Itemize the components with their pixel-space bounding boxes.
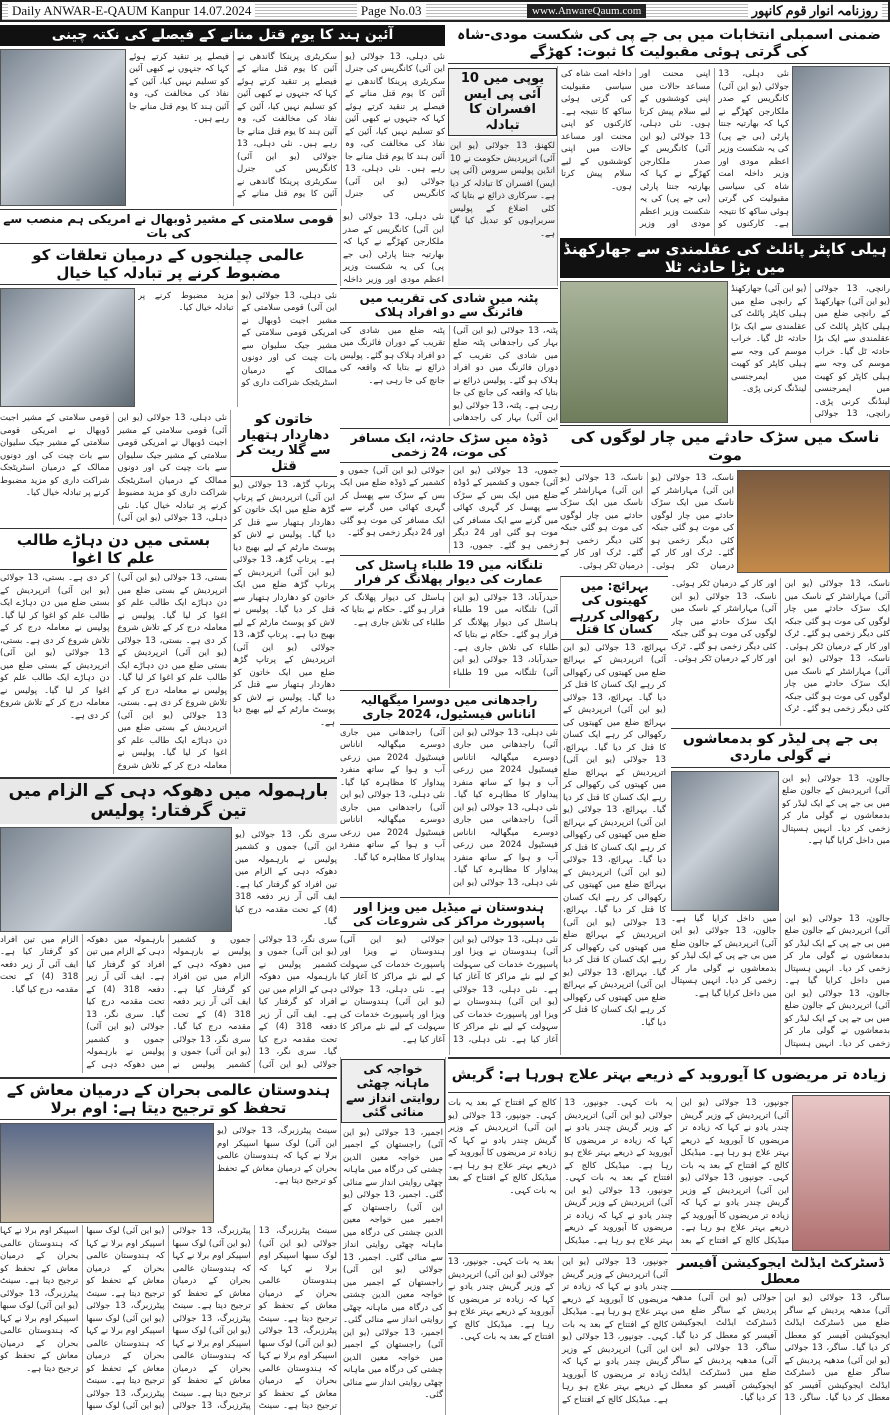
article-body: لکھنؤ، 13 جولائی (یو این آئی) اترپردیش حکومت نے 10 انڈین پولیس سروس (آئی پی ایس) افسران کا تبادلہ کر دیا ہے۔ سرکاری ذرائع نے بتایا کہ کئی اضلاع کے پولیس سربراہوں کو تبدیل کیا گیا ہے۔ (448, 138, 557, 286)
photo-helicopter (560, 281, 728, 423)
article-body: حیدرآباد، 13 جولائی (یو این آئی) تلنگانہ میں 19 طلباء ہاسٹل کی دیوار پھلانگ کر فرار ہو گئے۔ حکام نے بتایا کہ طلباء کی تلاش جاری ہے۔ حیدرآباد، 13 جولائی (یو این آئی) تلنگانہ میں 19 طلباء ہاسٹل کی دیوار پھلانگ کر فرار ہو گئے۔ حکام نے بتایا کہ طلباء کی تلاش جاری ہے۔ (340, 592, 558, 678)
photo-truck-accident (737, 470, 890, 573)
article-body: پٹنہ، 13 جولائی (یو این آئی) بہار کی راجدھانی پٹنہ ضلع میں شادی کی تقریب کے دوران فائرنگ میں دو افراد ہلاک ہو گئے۔ پولیس ذرائع نے بتایا کہ واقعہ کی جانچ کی جا رہی ہے۔ پٹنہ، 13 جولائی (یو این آئی) بہار کی راجدھانی پٹنہ ضلع میں شادی کی تقریب کے دوران فائرنگ میں دو افراد ہلاک ہو گئے۔ پولیس ذرائع نے بتایا کہ واقعہ کی جانچ کی جا رہی ہے۔ (340, 325, 558, 424)
headline: آئین ہند کا یوم قتل منانے کے فیصلے کی نکتہ چینی (0, 25, 445, 46)
headline: زیادہ تر مریضوں کا آیوروید کے ذریعے بہتر علاج ہورہا ہے: گریش (451, 1067, 887, 1084)
photo-girish (792, 1095, 890, 1251)
article-basti-kidnap (0, 528, 227, 774)
photo-priyanka-gandhi (0, 49, 126, 206)
article-doda-accident (340, 428, 558, 553)
headline: ناسک میں سڑک حادثے میں چار لوگوں کی موت (560, 426, 890, 467)
article-ayurveda-headline (448, 1057, 890, 1093)
headline: بی جے پی لیڈر کو بدمعاشوں نے گولی ماردی (671, 729, 890, 768)
article-helicopter (560, 238, 890, 423)
article-body: اجمیر، 13 جولائی (یو این آئی) راجستھان کے اجمیر میں خواجہ معین الدین چشتی کی درگاہ میں ماہانہ چھٹی روایتی انداز سے منائی گئی۔ اجمیر، 13 جولائی (یو این آئی) راجستھان کے اجمیر میں خواجہ معین الدین چشتی کی درگاہ میں ماہانہ چھٹی روایتی انداز سے منائی گئی۔ اجمیر، 13 جولائی (یو این آئی) راجستھان کے اجمیر میں خواجہ معین الدین چشتی کی درگاہ میں ماہانہ چھٹی روایتی انداز سے منائی گئی۔ اجمیر، 13 جولائی (یو این آئی) راجستھان کے اجمیر میں خواجہ معین الدین چشتی کی درگاہ میں ماہانہ چھٹی روایتی انداز سے منائی گئی۔ (343, 1127, 444, 1401)
headline: ڈسٹرکٹ ایڈلٹ ایجوکیشن آفیسر معطل (671, 1254, 890, 1290)
article-kharge-continued (340, 209, 446, 286)
article-body: سری نگر، 13 جولائی (یو این آئی) جموں و کشمیر پولیس نے بارہمولہ میں دھوکہ دہی کے الزام میں تین افراد کو گرفتار کیا ہے۔ ایف آئی آر زیر دفعہ 318 (4) کے تحت مقدمہ درج کیا گیا۔ سری نگر، 13 جولائی (یو این آئی) جموں و کشمیر پولیس نے بارہمولہ میں دھوکہ دہی کے الزام میں تین افراد کو گرفتار کیا ہے۔ ایف آئی آر زیر دفعہ 318 (4) کے تحت مقدمہ درج کیا گیا۔ سری نگر، 13 جولائی (یو این آئی) جموں و کشمیر پولیس نے بارہمولہ میں دھوکہ دہی کے الزام میں تین افراد کو گرفتار کیا ہے۔ ایف آئی آر زیر دفعہ 318 (4) کے تحت مقدمہ درج کیا گیا۔ سری نگر، 13 جولائی (یو این آئی) جموں و کشمیر پولیس نے بارہمولہ میں دھوکہ دہی کے الزام میں تین افراد کو گرفتار کیا ہے۔ ایف آئی آر زیر دفعہ 318 (4) کے تحت مقدمہ درج کیا گیا۔ (0, 934, 337, 1070)
article-bahraich-farmer (560, 576, 668, 1055)
article-body: جالون، 13 جولائی (یو این آئی) اترپردیش کے جالون ضلع میں بی جے پی کے ایک لیڈر کو بدمعاشوں نے گولی مار کر زخمی کر دیا۔ انہیں ہسپتال میں داخل کرایا گیا ہے۔ جالون، 13 جولائی (یو این آئی) اترپردیش کے جالون ضلع میں بی جے پی کے ایک لیڈر کو بدمعاشوں نے گولی مار کر زخمی کر دیا۔ انہیں ہسپتال میں داخل کرایا گیا ہے۔ جالون، 13 جولائی (یو این آئی) اترپردیش کے جالون ضلع میں بی جے پی کے ایک لیڈر کو بدمعاشوں نے گولی مار کر زخمی کر دیا۔ انہیں ہسپتال میں داخل کرایا گیا ہے۔ (671, 913, 890, 1049)
subheadline: قومی سلامتی کے مشیر ڈوبھال نے امریکی ہم منصب سے کی بات (0, 210, 337, 244)
article-kharge-headline (448, 25, 890, 64)
article-nashik-continued (671, 576, 890, 726)
article-body: نئی دہلی، 13 جولائی (یو این آئی) قومی سلامتی کے مشیر اجیت ڈوبھال نے امریکی قومی سلامتی کے مشیر جیک سلیوان سے بات چیت کی اور دونوں ممالک کے درمیان اسٹریٹجک شراکت داری کو مزید مضبوط کرنے پر تبادلہ خیال کیا۔ نئی دہلی، 13 جولائی (یو این آئی) قومی سلامتی کے مشیر اجیت ڈوبھال نے امریکی قومی سلامتی کے مشیر جیک سلیوان سے بات چیت کی اور دونوں ممالک کے درمیان اسٹریٹجک شراکت داری کو مزید مضبوط کرنے پر تبادلہ خیال کیا۔ (0, 413, 227, 523)
article-body: نئی دہلی، 13 جولائی (یو این آئی) کانگریس کے صدر ملکارجن کھڑگے نے کہا کہ بھارتیہ جنتا پارٹی (بی جے پی) کی یہ شکست وزیر اعظم مودی اور وزیر داخلہ (343, 212, 445, 285)
headline: بہرائچ: میں کھیتوں کی رکھوالی کررہے کسان کا قتل (561, 577, 668, 640)
article-body: نئی دہلی، 13 جولائی (یو این آئی) قومی سلامتی کے مشیر اجیت ڈوبھال نے امریکی قومی سلامتی کے مشیر جیک سلیوان سے بات چیت کی اور دونوں ممالک کے درمیان اسٹریٹجک شراکت داری کو مزید مضبوط کرنے پر تبادلہ خیال کیا۔ (138, 290, 337, 389)
article-body: ناسک، 13 جولائی (یو این آئی) مہاراشٹر کے ناسک میں ایک سڑک حادثے میں چار لوگوں کی موت ہو گئی جبکہ کئی دیگر زخمی ہو گئے۔ ٹرک اور کار کے درمیان ٹکر ہوئی۔ ناسک، 13 جولائی (یو این آئی) مہاراشٹر کے ناسک میں ایک سڑک حادثے میں چار لوگوں کی موت ہو گئی جبکہ کئی دیگر زخمی ہو گئے۔ ٹرک اور کار کے درمیان ٹکر ہوئی۔ ناسک، 13 جولائی (یو این آئی) مہاراشٹر کے ناسک میں ایک سڑک حادثے میں چار لوگوں کی موت ہو گئی جبکہ کئی دیگر زخمی ہو گئے۔ ٹرک اور کار کے درمیان ٹکر ہوئی۔ (671, 579, 890, 714)
article-body: نئی دہلی، 13 جولائی (یو این آئی) راجدھانی میں جاری دوسرے میگھالیہ اناناس فیسٹیول 2024 میں زرعی آب و ہوا کے ساتھ منفرد پیداوار کا مظاہرہ کیا گیا۔ نئی دہلی، 13 جولائی (یو این آئی) راجدھانی میں جاری دوسرے میگھالیہ اناناس فیسٹیول 2024 میں زرعی آب و ہوا کے ساتھ منفرد پیداوار کا مظاہرہ کیا گیا۔ نئی دہلی، 13 جولائی (یو این آئی) راجدھانی میں جاری دوسرے میگھالیہ اناناس فیسٹیول 2024 میں زرعی آب و ہوا کے ساتھ منفرد پیداوار کا مظاہرہ کیا گیا۔ نئی دہلی، 13 جولائی (یو این آئی) راجدھانی میں جاری دوسرے میگھالیہ اناناس فیسٹیول 2024 میں زرعی آب و ہوا کے ساتھ منفرد پیداوار کا مظاہرہ کیا گیا۔ (340, 727, 558, 888)
headline: خاتون کو دھاردار ہتھیار سے گلا ریت کر قتل (231, 410, 337, 477)
headline: یوپی میں 10 آئی پی ایس افسران کا تبادلہ (448, 68, 557, 136)
article-kharge (561, 66, 890, 236)
article-body: ناسک، 13 جولائی (یو این آئی) مہاراشٹر کے ناسک میں ایک سڑک حادثے میں چار لوگوں کی موت ہو گئی جبکہ کئی دیگر زخمی ہو گئے۔ ٹرک اور کار کے درمیان ٹکر ہوئی۔ ناسک، 13 جولائی (یو این آئی) مہاراشٹر کے ناسک میں ایک سڑک حادثے میں چار لوگوں کی موت ہو گئی جبکہ کئی دیگر زخمی ہو گئے۔ ٹرک اور کار کے درمیان ٹکر ہوئی۔ (560, 473, 734, 571)
article-ayurveda (448, 1095, 890, 1251)
photo-kharge (792, 66, 890, 236)
article-patna-firing (340, 288, 558, 426)
article-body: ساگر، 13 جولائی (یو این آئی) مدھیہ پردیش کے ساگر ضلع میں ڈسٹرکٹ ایڈلٹ ایجوکیشن آفیسر کو معطل کر دیا گیا۔ ساگر، 13 جولائی (یو این آئی) مدھیہ پردیش کے ساگر ضلع میں ڈسٹرکٹ ایڈلٹ ایجوکیشن آفیسر کو معطل کر دیا گیا۔ ساگر، 13 جولائی (یو این آئی) مدھیہ پردیش کے ساگر ضلع میں ڈسٹرکٹ ایڈلٹ ایجوکیشن آفیسر کو معطل کر دیا گیا۔ ساگر، 13 جولائی (یو این آئی) مدھیہ پردیش کے ساگر ضلع میں ڈسٹرکٹ ایڈلٹ ایجوکیشن آفیسر کو معطل کر دیا گیا۔ (671, 1293, 890, 1404)
article-body: جالون، 13 جولائی (یو این آئی) اترپردیش کے جالون ضلع میں بی جے پی کے ایک لیڈر کو بدمعاشوں نے گولی مار کر زخمی کر دیا۔ انہیں ہسپتال میں داخل کرایا گیا ہے۔ (782, 773, 890, 847)
article-pineapple-festival (340, 690, 558, 895)
article-woman-murder (230, 410, 337, 774)
article-body: سینٹ پیٹرزبرگ، 13 جولائی (یو این آئی) لوک سبھا اسپیکر اوم برلا نے کہا کہ ہندوستان عالمی بحران کے درمیان معاش کے تحفظ کو ترجیح دیتا ہے۔ سینٹ پیٹرزبرگ، 13 جولائی (یو این آئی) لوک سبھا اسپیکر اوم برلا نے کہا کہ ہندوستان عالمی بحران کے درمیان معاش کے تحفظ کو ترجیح دیتا ہے۔ سینٹ پیٹرزبرگ، 13 جولائی (یو این آئی) لوک سبھا اسپیکر اوم برلا نے کہا کہ ہندوستان عالمی بحران کے درمیان معاش کے تحفظ کو ترجیح دیتا ہے۔ سینٹ پیٹرزبرگ، 13 جولائی (یو این آئی) لوک سبھا اسپیکر اوم برلا نے کہا کہ ہندوستان عالمی بحران کے درمیان معاش کے تحفظ کو ترجیح دیتا ہے۔ سینٹ پیٹرزبرگ، 13 جولائی (یو این آئی) لوک سبھا اسپیکر اوم برلا نے کہا کہ ہندوستان عالمی بحران کے درمیان معاش کے تحفظ کو ترجیح دیتا ہے۔ سینٹ پیٹرزبرگ، 13 جولائی (یو این آئی) لوک سبھا اسپیکر اوم برلا نے کہا کہ ہندوستان عالمی بحران کے درمیان معاش کے تحفظ کو ترجیح دیتا ہے۔ سینٹ پیٹرزبرگ، 13 جولائی (یو این آئی) لوک سبھا اسپیکر اوم برلا نے کہا کہ ہندوستان عالمی بحران کے درمیان معاش کے تحفظ کو ترجیح دیتا ہے۔ سینٹ پیٹرزبرگ، 13 جولائی (یو این آئی) لوک سبھا اسپیکر اوم برلا نے کہا کہ ہندوستان عالمی بحران کے درمیان معاش کے تحفظ کو ترجیح دیتا ہے۔ (0, 1226, 337, 1411)
article-body: جموں، 13 جولائی (یو این آئی) جموں و کشمیر کے ڈوڈہ ضلع میں ایک بس کے سڑک سے پھسل کر گہری کھائی میں گرنے سے ایک مسافر کی موت ہو گئی اور 24 دیگر زخمی ہو گئے۔ جموں، 13 جولائی (یو این آئی) جموں و کشمیر کے ڈوڈہ ضلع میں ایک بس کے سڑک سے پھسل کر گہری کھائی میں گرنے سے ایک مسافر کی موت ہو گئی اور 24 دیگر زخمی ہو گئے۔ (340, 465, 558, 551)
headline: ڈوڈہ میں سڑک حادثہ، ایک مسافر کی موت، 24 زخمی (340, 429, 558, 463)
article-doval (0, 209, 337, 407)
article-constitution (0, 25, 445, 206)
website-link[interactable]: www.AnwareQaum.com (527, 4, 646, 18)
article-doval-continued (0, 410, 227, 525)
photo-om-birla-conference (0, 1123, 214, 1223)
article-body: بہرائچ، 13 جولائی (یو این آئی) اترپردیش کے بہرائچ ضلع میں کھیتوں کی رکھوالی کر رہے ایک کسان کا قتل کر دیا گیا۔ بہرائچ، 13 جولائی (یو این آئی) اترپردیش کے بہرائچ ضلع میں کھیتوں کی رکھوالی کر رہے ایک کسان کا قتل کر دیا گیا۔ بہرائچ، 13 جولائی (یو این آئی) اترپردیش کے بہرائچ ضلع میں کھیتوں کی رکھوالی کر رہے ایک کسان کا قتل کر دیا گیا۔ بہرائچ، 13 جولائی (یو این آئی) اترپردیش کے بہرائچ ضلع میں کھیتوں کی رکھوالی کر رہے ایک کسان کا قتل کر دیا گیا۔ بہرائچ، 13 جولائی (یو این آئی) اترپردیش کے بہرائچ ضلع میں کھیتوں کی رکھوالی کر رہے ایک کسان کا قتل کر دیا گیا۔ بہرائچ، 13 جولائی (یو این آئی) اترپردیش کے بہرائچ ضلع میں کھیتوں کی رکھوالی کر رہے ایک کسان کا قتل کر دیا گیا۔ بہرائچ، 13 جولائی (یو این آئی) اترپردیش کے بہرائچ ضلع میں کھیتوں کی رکھوالی کر رہے ایک کسان کا قتل کر دیا گیا۔ (563, 642, 666, 1028)
article-body: سینٹ پیٹرزبرگ، 13 جولائی (یو این آئی) لوک سبھا اسپیکر اوم برلا نے کہا کہ ہندوستان عالمی بحران کے درمیان معاش کے تحفظ کو ترجیح دیتا ہے۔ (217, 1126, 337, 1186)
headline: عالمی چیلنجوں کے درمیان تعلقات کو مضبوط کرنے پر تبادلہ کیا خیال (0, 244, 337, 285)
newspaper-logo: روزنامہ انوار قوم کانپور (748, 3, 882, 19)
headline: بارہمولہ میں دھوکہ دہی کے الزام میں تین گرفتار: پولیس (0, 779, 337, 824)
headline: پٹنہ میں شادی کی تقریب میں فائرنگ سے دو افراد ہلاک (340, 289, 558, 323)
article-om-birla (0, 1077, 337, 1415)
article-telangana-students (340, 555, 558, 688)
photo-injured-leader (671, 771, 779, 911)
article-education-officer (671, 1253, 890, 1415)
article-ayurveda-continued (448, 1253, 668, 1415)
article-body: جونپور، 13 جولائی (یو این آئی) اترپردیش کے وزیر گریش چندر یادو نے کہا کہ زیادہ تر مریضوں کا آیوروید کے ذریعے بہتر علاج ہو رہا ہے۔ میڈیکل کالج کے افتتاح کے بعد یہ بات کہی۔ جونپور، 13 جولائی (یو این آئی) اترپردیش کے وزیر گریش چندر یادو نے کہا کہ زیادہ تر مریضوں کا آیوروید کے ذریعے بہتر علاج ہو رہا ہے۔ میڈیکل کالج کے افتتاح کے بعد یہ بات کہی۔ جونپور، 13 جولائی (یو این آئی) اترپردیش کے وزیر گریش چندر یادو نے کہا کہ زیادہ تر مریضوں کا آیوروید کے ذریعے بہتر علاج ہو رہا ہے۔ میڈیکل کالج کے افتتاح کے بعد یہ بات کہی۔ جونپور، 13 جولائی (یو این آئی) اترپردیش کے وزیر گریش چندر یادو نے کہا کہ زیادہ تر مریضوں کا آیوروید کے ذریعے بہتر علاج ہو رہا ہے۔ میڈیکل کالج کے افتتاح کے بعد یہ بات کہی۔ جونپور، 13 جولائی (یو این آئی) اترپردیش کے وزیر گریش چندر یادو نے کہا کہ زیادہ تر مریضوں کا آیوروید کے ذریعے بہتر علاج ہو رہا ہے۔ میڈیکل کالج کے افتتاح کے بعد یہ بات کہی۔ (448, 1098, 789, 1246)
headline: تلنگانہ میں 19 طلباء ہاسٹل کی عمارت کی دیوار پھلانگ کر فرار (340, 556, 558, 590)
article-body: نئی دہلی، 13 جولائی (یو این آئی) کانگریس کی جنرل سکریٹری پرینکا گاندھی نے آئین کا یوم قتل منانے کے فیصلے پر تنقید کرتے ہوئے کہا کہ جنہوں نے کبھی آئین کو تسلیم نہیں کیا، آئین کے نفاذ کی مخالفت کی، وہ آئین ہند کا یوم قتل منانے جا رہے ہیں۔ نئی دہلی، 13 جولائی (یو این آئی) کانگریس کی جنرل سکریٹری پرینکا گاندھی نے آئین کا یوم قتل منانے کے فیصلے پر تنقید کرتے ہوئے کہا کہ جنہوں نے کبھی آئین کو تسلیم نہیں کیا، آئین کے نفاذ کی مخالفت کی، وہ آئین ہند کا یوم قتل منانے جا رہے ہیں۔ نئی دہلی، 13 جولائی (یو این آئی) کانگریس کی جنرل سکریٹری پرینکا گاندھی نے آئین کا یوم قتل منانے کے فیصلے پر تنقید کرتے ہوئے کہا کہ جنہوں نے کبھی آئین کو تسلیم نہیں کیا، آئین کے نفاذ کی مخالفت کی، وہ آئین ہند کا یوم قتل منانے جا رہے ہیں۔ (129, 51, 445, 200)
article-baramulla (0, 777, 337, 1073)
article-body: جونپور، 13 جولائی (یو این آئی) اترپردیش کے وزیر گریش چندر یادو نے کہا کہ زیادہ تر مریضوں کا آیوروید کے ذریعے بہتر علاج ہو رہا ہے۔ میڈیکل کالج کے افتتاح کے بعد یہ بات کہی۔ جونپور، 13 جولائی (یو این آئی) اترپردیش کے وزیر گریش چندر یادو نے کہا کہ زیادہ تر مریضوں کا آیوروید کے ذریعے بہتر علاج ہو رہا ہے۔ میڈیکل کالج کے افتتاح کے بعد یہ بات کہی۔ جونپور، 13 جولائی (یو این آئی) اترپردیش کے وزیر گریش چندر یادو نے کہا کہ زیادہ تر مریضوں کا آیوروید کے ذریعے بہتر علاج ہو رہا ہے۔ میڈیکل کالج کے افتتاح کے بعد یہ بات کہی۔ (448, 1257, 668, 1405)
article-body: پرتاپ گڑھ، 13 جولائی (یو این آئی) اترپردیش کے پرتاپ گڑھ ضلع میں ایک خاتون کو دھاردار ہتھیار سے قتل کر دیا گیا۔ پولیس نے لاش کو پوسٹ مارٹم کے لیے بھیج دیا ہے۔ پرتاپ گڑھ، 13 جولائی (یو این آئی) اترپردیش کے پرتاپ گڑھ ضلع میں ایک خاتون کو دھاردار ہتھیار سے قتل کر دیا گیا۔ پولیس نے لاش کو پوسٹ مارٹم کے لیے بھیج دیا ہے۔ پرتاپ گڑھ، 13 جولائی (یو این آئی) اترپردیش کے پرتاپ گڑھ ضلع میں ایک خاتون کو دھاردار ہتھیار سے قتل کر دیا گیا۔ پولیس نے لاش کو پوسٹ مارٹم کے لیے بھیج دیا ہے۔ (233, 480, 335, 728)
headline: ہندوستان نے میڈیل میں ویزا اور پاسپورٹ مراکز کی شروعات کی (340, 898, 558, 932)
page-number: Page No.03 (357, 3, 426, 19)
article-ips-transfer (448, 66, 558, 286)
article-visa-centers (340, 897, 558, 1055)
article-body: نئی دہلی، 13 جولائی (یو این آئی) کانگریس کے صدر ملکارجن کھڑگے نے کہا کہ بھارتیہ جنتا پارٹی (بی جے پی) کی یہ شکست وزیر اعظم مودی اور وزیر داخلہ امت شاہ کی سیاسی مقبولیت کی گرتی ہوئی ساکھ کا نتیجہ ہے۔ کارکنوں کو اپنی محنت اور مساعد حالات میں اپنی کوششوں کے لیے سلام پیش کرتا ہوں۔ نئی دہلی، 13 جولائی (یو این آئی) کانگریس کے صدر ملکارجن کھڑگے نے کہا کہ بھارتیہ جنتا پارٹی (بی جے پی) کی یہ شکست وزیر اعظم مودی اور وزیر داخلہ امت شاہ کی سیاسی مقبولیت کی گرتی ہوئی ساکھ کا نتیجہ ہے۔ کارکنوں کو اپنی محنت اور مساعد حالات میں اپنی کوششوں کے لیے سلام پیش کرتا ہوں۔ (561, 69, 789, 229)
masthead-date: Daily ANWAR-E-QAUM Kanpur 14.07.2024 (8, 3, 255, 19)
masthead (0, 0, 890, 22)
article-bjp-leader-shot (671, 728, 890, 1055)
article-body: سری نگر، 13 جولائی (یو این آئی) جموں و کشمیر پولیس نے بارہمولہ میں دھوکہ دہی کے الزام میں تین افراد کو گرفتار کیا ہے۔ ایف آئی آر زیر دفعہ 318 (4) کے تحت مقدمہ درج کیا گیا۔ (235, 829, 337, 928)
photo-doval-sullivan (0, 288, 135, 407)
headline: ضمنی اسمبلی انتخابات میں بی جے پی کی شکست مودی-شاہ کی گرتی ہوئی مقبولیت کا ثبوت: کھڑگے (457, 27, 881, 60)
article-body: نئی دہلی، 13 جولائی (یو این آئی) ہندوستان نے ویزا اور پاسپورٹ خدمات کی سہولت کے لیے نئے مراکز کا آغاز کیا ہے۔ نئی دہلی، 13 جولائی (یو این آئی) ہندوستان نے ویزا اور پاسپورٹ خدمات کی سہولت کے لیے نئے مراکز کا آغاز کیا ہے۔ نئی دہلی، 13 جولائی (یو این آئی) ہندوستان نے ویزا اور پاسپورٹ خدمات کی سہولت کے لیے نئے مراکز کا آغاز کیا ہے۔ نئی دہلی، 13 جولائی (یو این آئی) ہندوستان نے ویزا اور پاسپورٹ خدمات کی سہولت کے لیے نئے مراکز کا آغاز کیا ہے۔ (340, 934, 558, 1045)
headline: بستی میں دن دہاڑے طالب علم کا اغوا (0, 529, 227, 570)
article-body: بستی، 13 جولائی (یو این آئی) اترپردیش کے بستی ضلع میں دن دہاڑے ایک طالب علم کو اغوا کر لیا گیا۔ پولیس نے معاملہ درج کر کے تلاش شروع کر دی ہے۔ بستی، 13 جولائی (یو این آئی) اترپردیش کے بستی ضلع میں دن دہاڑے ایک طالب علم کو اغوا کر لیا گیا۔ پولیس نے معاملہ درج کر کے تلاش شروع کر دی ہے۔ بستی، 13 جولائی (یو این آئی) اترپردیش کے بستی ضلع میں دن دہاڑے ایک طالب علم کو اغوا کر لیا گیا۔ پولیس نے معاملہ درج کر کے تلاش شروع کر دی ہے۔ بستی، 13 جولائی (یو این آئی) اترپردیش کے بستی ضلع میں دن دہاڑے ایک طالب علم کو اغوا کر لیا گیا۔ پولیس نے معاملہ درج کر کے تلاش شروع کر دی ہے۔ بستی، 13 جولائی (یو این آئی) اترپردیش کے بستی ضلع میں دن دہاڑے ایک طالب علم کو اغوا کر لیا گیا۔ پولیس نے معاملہ درج کر کے تلاش شروع کر دی ہے۔ (0, 573, 227, 771)
article-khwaja (340, 1057, 446, 1415)
headline: راجدھانی میں دوسرا میگھالیہ اناناس فیسٹیول، 2024 جاری (340, 691, 558, 725)
photo-arrested-men (0, 827, 232, 932)
headline: خواجہ کی ماہانہ چھٹی روایتی انداز سے منائی گئی (341, 1059, 445, 1123)
article-nashik-accident (560, 425, 890, 573)
headline: ہیلی کاپٹر پائلٹ کی عقلمندی سے جھارکھنڈ میں بڑا حادثہ ٹلا (560, 238, 890, 278)
article-body: رانچی، 13 جولائی (یو این آئی) جھارکھنڈ کے رانچی ضلع میں ہیلی کاپٹر پائلٹ کی عقلمندی سے ایک بڑا حادثہ ٹل گیا۔ خراب موسم کی وجہ سے ہیلی کاپٹر کو کھیت میں ایمرجنسی لینڈنگ کرنی پڑی۔ رانچی، 13 جولائی (یو این آئی) جھارکھنڈ کے رانچی ضلع میں ہیلی کاپٹر پائلٹ کی عقلمندی سے ایک بڑا حادثہ ٹل گیا۔ خراب موسم کی وجہ سے ہیلی کاپٹر کو کھیت میں ایمرجنسی لینڈنگ کرنی پڑی۔ (731, 284, 890, 419)
headline: ہندوستان عالمی بحران کے درمیان معاش کے تحفظ کو ترجیح دیتا ہے: اوم برلا (0, 1079, 337, 1120)
